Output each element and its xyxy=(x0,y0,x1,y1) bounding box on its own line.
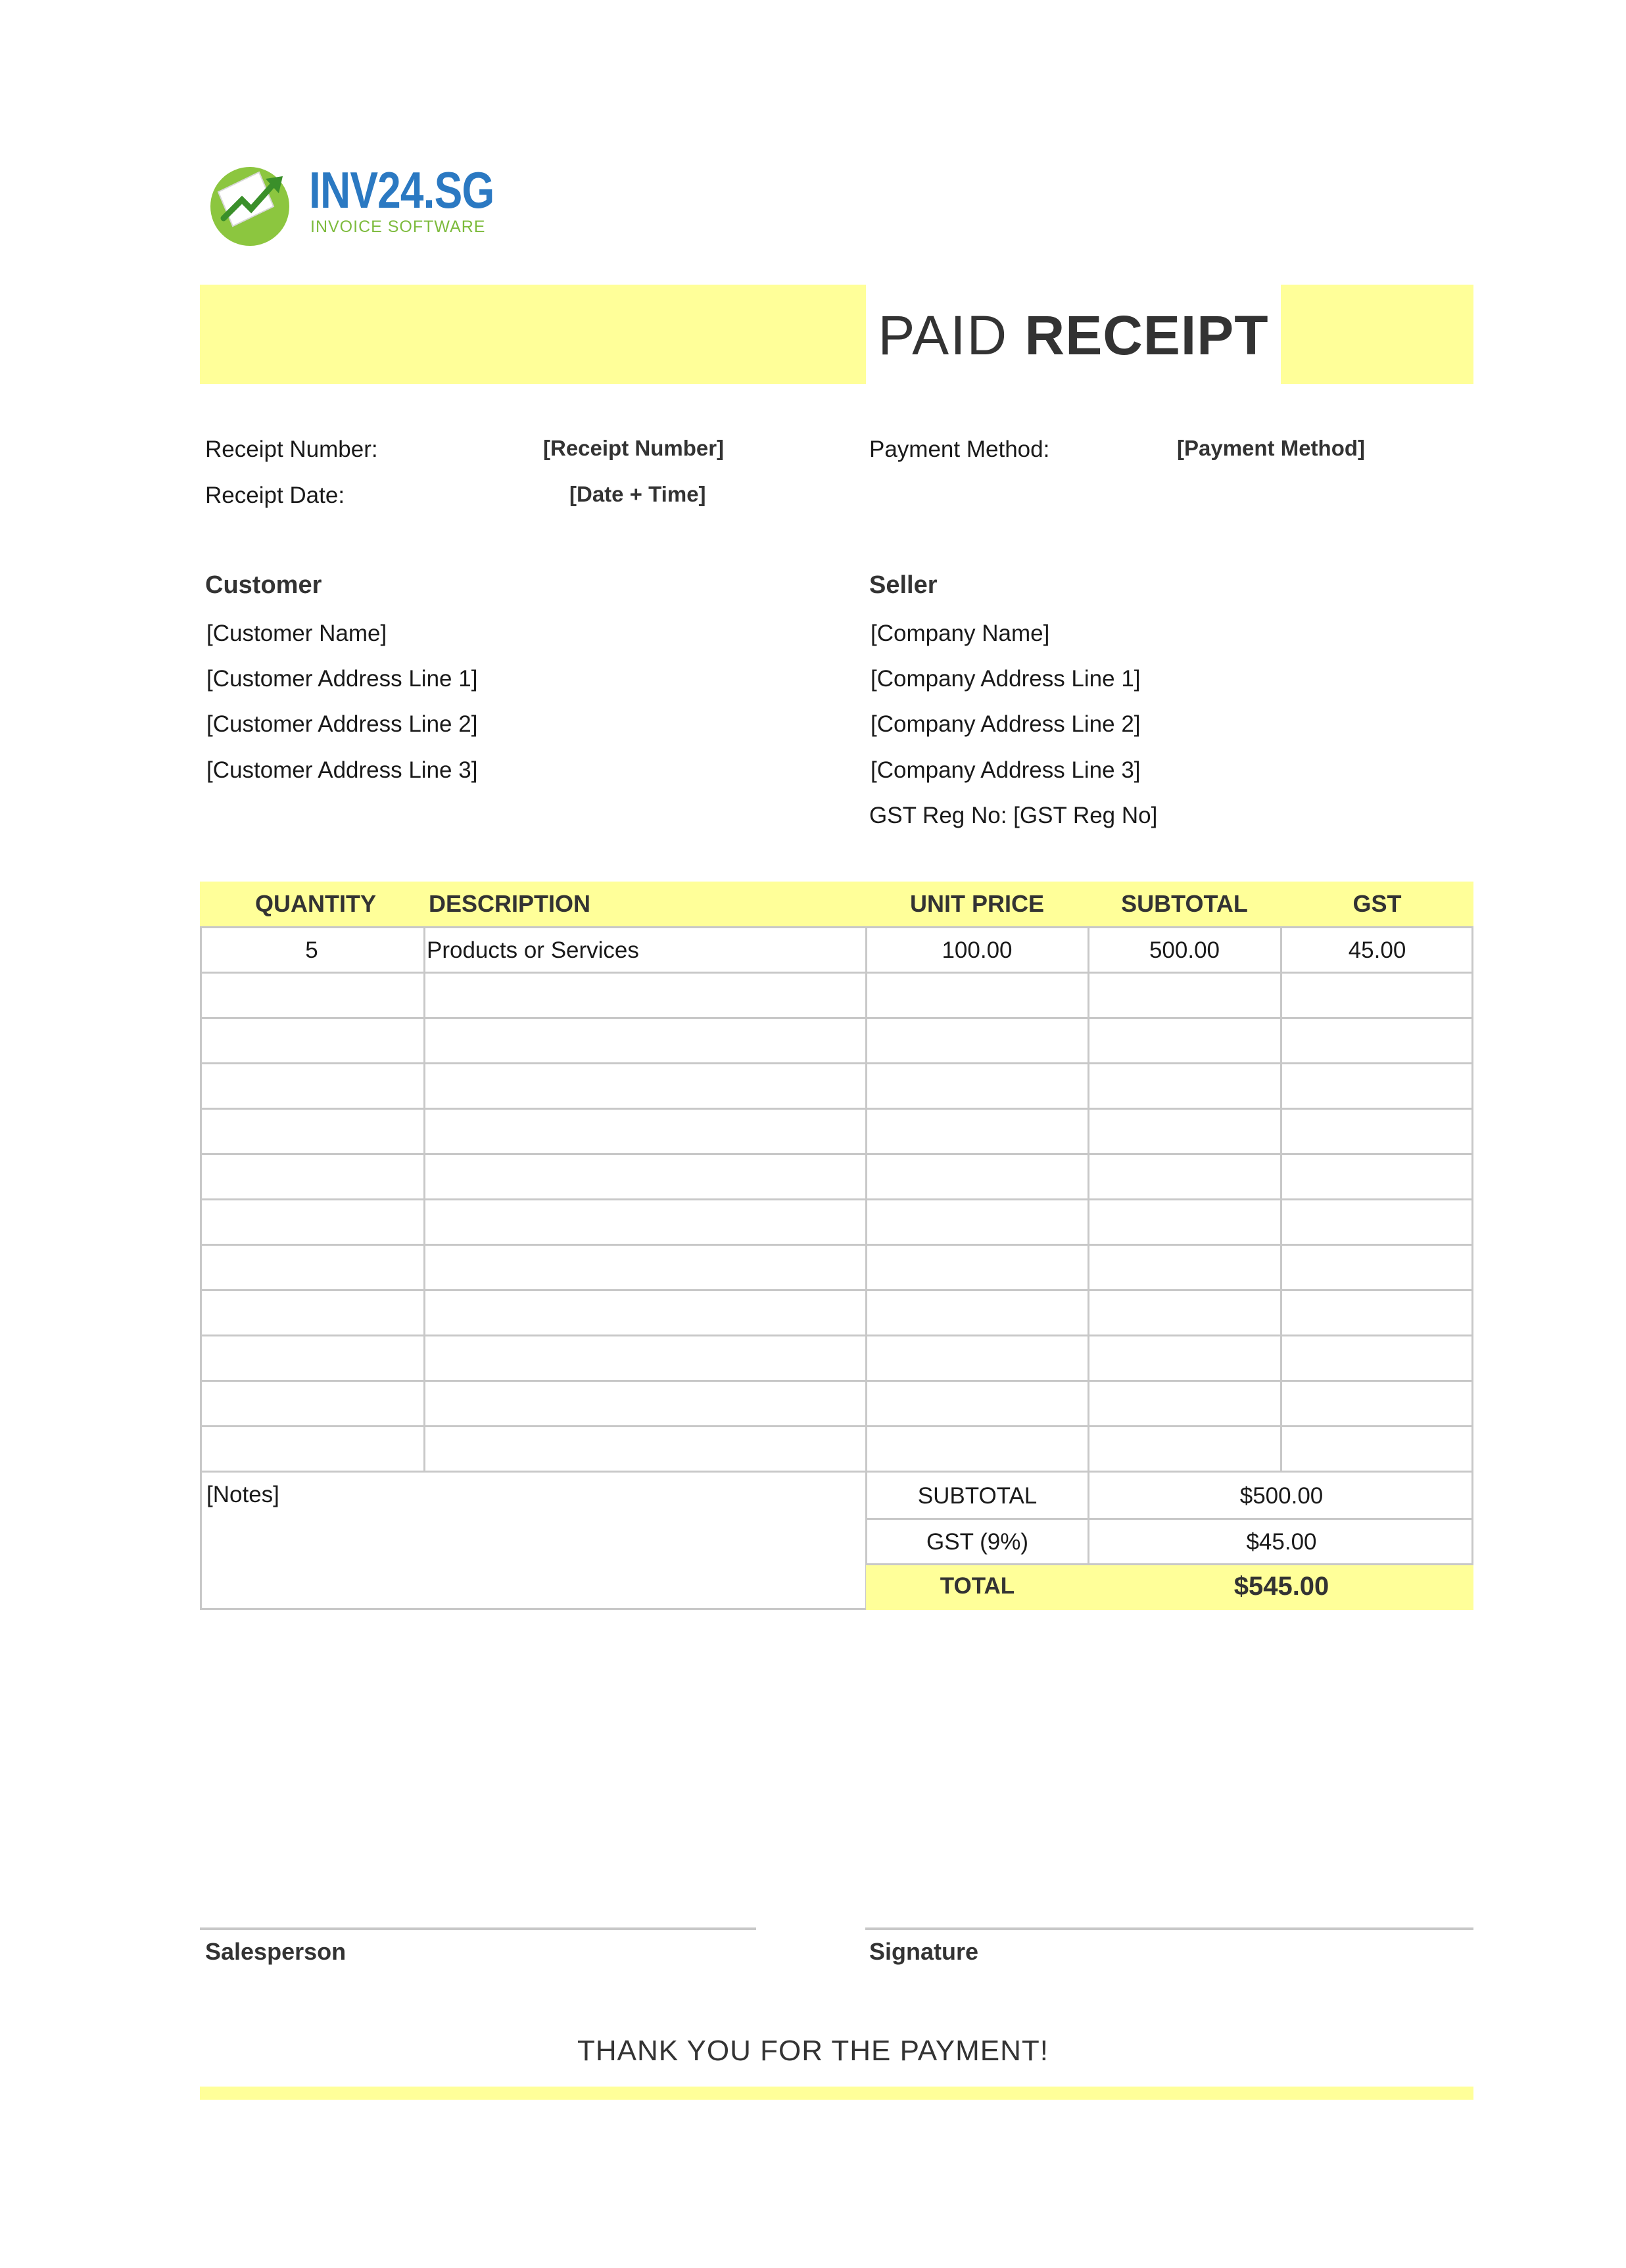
quantity-cell xyxy=(200,1154,423,1200)
description-cell xyxy=(427,1290,865,1336)
subtotal-cell xyxy=(1088,1109,1281,1154)
customer-address-1: [Customer Address Line 1] xyxy=(206,666,478,692)
description-cell xyxy=(427,1245,865,1290)
table-row xyxy=(200,1425,1473,1471)
payment-method-label: Payment Method: xyxy=(869,437,1050,462)
subtotal-cell: 500.00 xyxy=(1149,937,1220,963)
col-subtotal: SUBTOTAL xyxy=(1121,890,1248,917)
logo xyxy=(205,153,304,251)
chart-arrow-icon xyxy=(205,153,304,251)
unit-price-cell xyxy=(866,1154,1088,1200)
seller-address-2: [Company Address Line 2] xyxy=(871,711,1141,737)
unit-price-cell xyxy=(866,1381,1088,1427)
table-row xyxy=(200,1108,1473,1153)
unit-price-cell xyxy=(866,1336,1088,1381)
grid-line xyxy=(200,926,202,1610)
gst-cell xyxy=(1281,1154,1473,1200)
table-row xyxy=(200,926,1473,972)
table-row xyxy=(200,1380,1473,1425)
thank-you-message: THANK YOU FOR THE PAYMENT! xyxy=(577,2035,1049,2067)
description-cell xyxy=(427,1381,865,1427)
gst-cell xyxy=(1281,1290,1473,1336)
grid-line xyxy=(423,926,425,1473)
description-cell xyxy=(427,1064,865,1109)
description-cell xyxy=(427,1018,865,1064)
customer-address-3: [Customer Address Line 3] xyxy=(206,757,478,783)
quantity-cell xyxy=(200,1381,423,1427)
quantity-cell xyxy=(200,1064,423,1109)
col-unit-price: UNIT PRICE xyxy=(909,890,1044,917)
total-value: $545.00 xyxy=(1233,1572,1329,1601)
receipt-date-value: [Date + Time] xyxy=(569,482,706,506)
table-row xyxy=(200,1335,1473,1380)
gst-value: $45.00 xyxy=(1246,1529,1317,1555)
signature-line xyxy=(865,1927,1473,1930)
table-row xyxy=(200,1244,1473,1289)
receipt-date-label: Receipt Date: xyxy=(205,483,345,508)
total-label: TOTAL xyxy=(940,1573,1015,1599)
customer-name: [Customer Name] xyxy=(206,621,387,646)
gst-cell xyxy=(1281,1109,1473,1154)
unit-price-cell xyxy=(866,973,1088,1018)
subtotal-cell xyxy=(1088,1018,1281,1064)
gst-cell xyxy=(1281,1427,1473,1472)
receipt-number-value: [Receipt Number] xyxy=(543,436,725,460)
header-band-left xyxy=(200,285,866,384)
gst-cell xyxy=(1281,1200,1473,1245)
header-band-right xyxy=(1281,285,1473,384)
footer-bar xyxy=(200,2087,1473,2100)
table-row xyxy=(200,1153,1473,1198)
description-cell xyxy=(427,1336,865,1381)
unit-price-cell: 100.00 xyxy=(942,937,1013,963)
unit-price-cell xyxy=(866,1427,1088,1472)
line-items-table xyxy=(200,926,1473,1471)
unit-price-cell xyxy=(866,1245,1088,1290)
subtotal-cell xyxy=(1088,1381,1281,1427)
gst-cell xyxy=(1281,1336,1473,1381)
receipt-number-label: Receipt Number: xyxy=(205,437,378,462)
notes: [Notes] xyxy=(206,1482,279,1507)
quantity-cell: 5 xyxy=(305,937,318,963)
quantity-cell xyxy=(200,1018,423,1064)
subtotal-cell xyxy=(1088,1336,1281,1381)
page-title xyxy=(866,299,1281,371)
gst-cell xyxy=(1281,1064,1473,1109)
description-cell xyxy=(427,1427,865,1472)
subtotal-value: $500.00 xyxy=(1239,1483,1324,1509)
logo-tagline: INVOICE SOFTWARE xyxy=(310,218,486,236)
table-row xyxy=(200,1289,1473,1335)
subtotal-cell xyxy=(1088,1154,1281,1200)
table-row xyxy=(200,972,1473,1017)
title-light: PAID xyxy=(878,304,1009,366)
subtotal-label: SUBTOTAL xyxy=(917,1483,1038,1509)
payment-method-value: [Payment Method] xyxy=(1177,436,1366,460)
seller-heading: Seller xyxy=(869,571,938,599)
subtotal-cell xyxy=(1088,1290,1281,1336)
gst-cell xyxy=(1281,1018,1473,1064)
table-row xyxy=(200,1017,1473,1062)
quantity-cell xyxy=(200,1245,423,1290)
gst-label: GST (9%) xyxy=(926,1529,1028,1555)
customer-address-2: [Customer Address Line 2] xyxy=(206,711,478,737)
customer-heading: Customer xyxy=(205,571,322,599)
subtotal-cell xyxy=(1088,1064,1281,1109)
grid-line xyxy=(200,1471,1473,1473)
seller-address-1: [Company Address Line 1] xyxy=(871,666,1141,692)
unit-price-cell xyxy=(866,1018,1088,1064)
description-cell xyxy=(427,973,865,1018)
col-description: DESCRIPTION xyxy=(429,890,591,917)
logo-name: INV24.SG xyxy=(309,161,494,219)
quantity-cell xyxy=(200,1427,423,1472)
gst-cell xyxy=(1281,1245,1473,1290)
grid-line xyxy=(1280,926,1282,1473)
subtotal-cell xyxy=(1088,1427,1281,1472)
salesperson-line xyxy=(200,1927,756,1930)
gst-cell: 45.00 xyxy=(1348,937,1406,963)
description-cell xyxy=(427,1109,865,1154)
unit-price-cell xyxy=(866,1064,1088,1109)
seller-address-3: [Company Address Line 3] xyxy=(871,757,1141,783)
col-quantity: QUANTITY xyxy=(255,890,376,917)
gst-cell xyxy=(1281,1381,1473,1427)
subtotal-cell xyxy=(1088,973,1281,1018)
quantity-cell xyxy=(200,973,423,1018)
subtotal-cell xyxy=(1088,1245,1281,1290)
description-cell xyxy=(427,1154,865,1200)
unit-price-cell xyxy=(866,1109,1088,1154)
quantity-cell xyxy=(200,1336,423,1381)
quantity-cell xyxy=(200,1290,423,1336)
description-cell: Products or Services xyxy=(427,937,639,963)
quantity-cell xyxy=(200,1109,423,1154)
table-header xyxy=(200,882,1473,926)
description-cell xyxy=(427,1200,865,1245)
seller-company-name: [Company Name] xyxy=(871,621,1050,646)
title-bold: RECEIPT xyxy=(1024,304,1269,366)
col-gst: GST xyxy=(1352,890,1402,917)
seller-gst-reg: GST Reg No: [GST Reg No] xyxy=(869,803,1158,828)
table-row xyxy=(200,1062,1473,1108)
quantity-cell xyxy=(200,1200,423,1245)
unit-price-cell xyxy=(866,1200,1088,1245)
unit-price-cell xyxy=(866,1290,1088,1336)
signature-label: Signature xyxy=(869,1938,979,1965)
salesperson-label: Salesperson xyxy=(205,1938,347,1965)
table-row xyxy=(200,1198,1473,1244)
gst-cell xyxy=(1281,973,1473,1018)
subtotal-cell xyxy=(1088,1200,1281,1245)
